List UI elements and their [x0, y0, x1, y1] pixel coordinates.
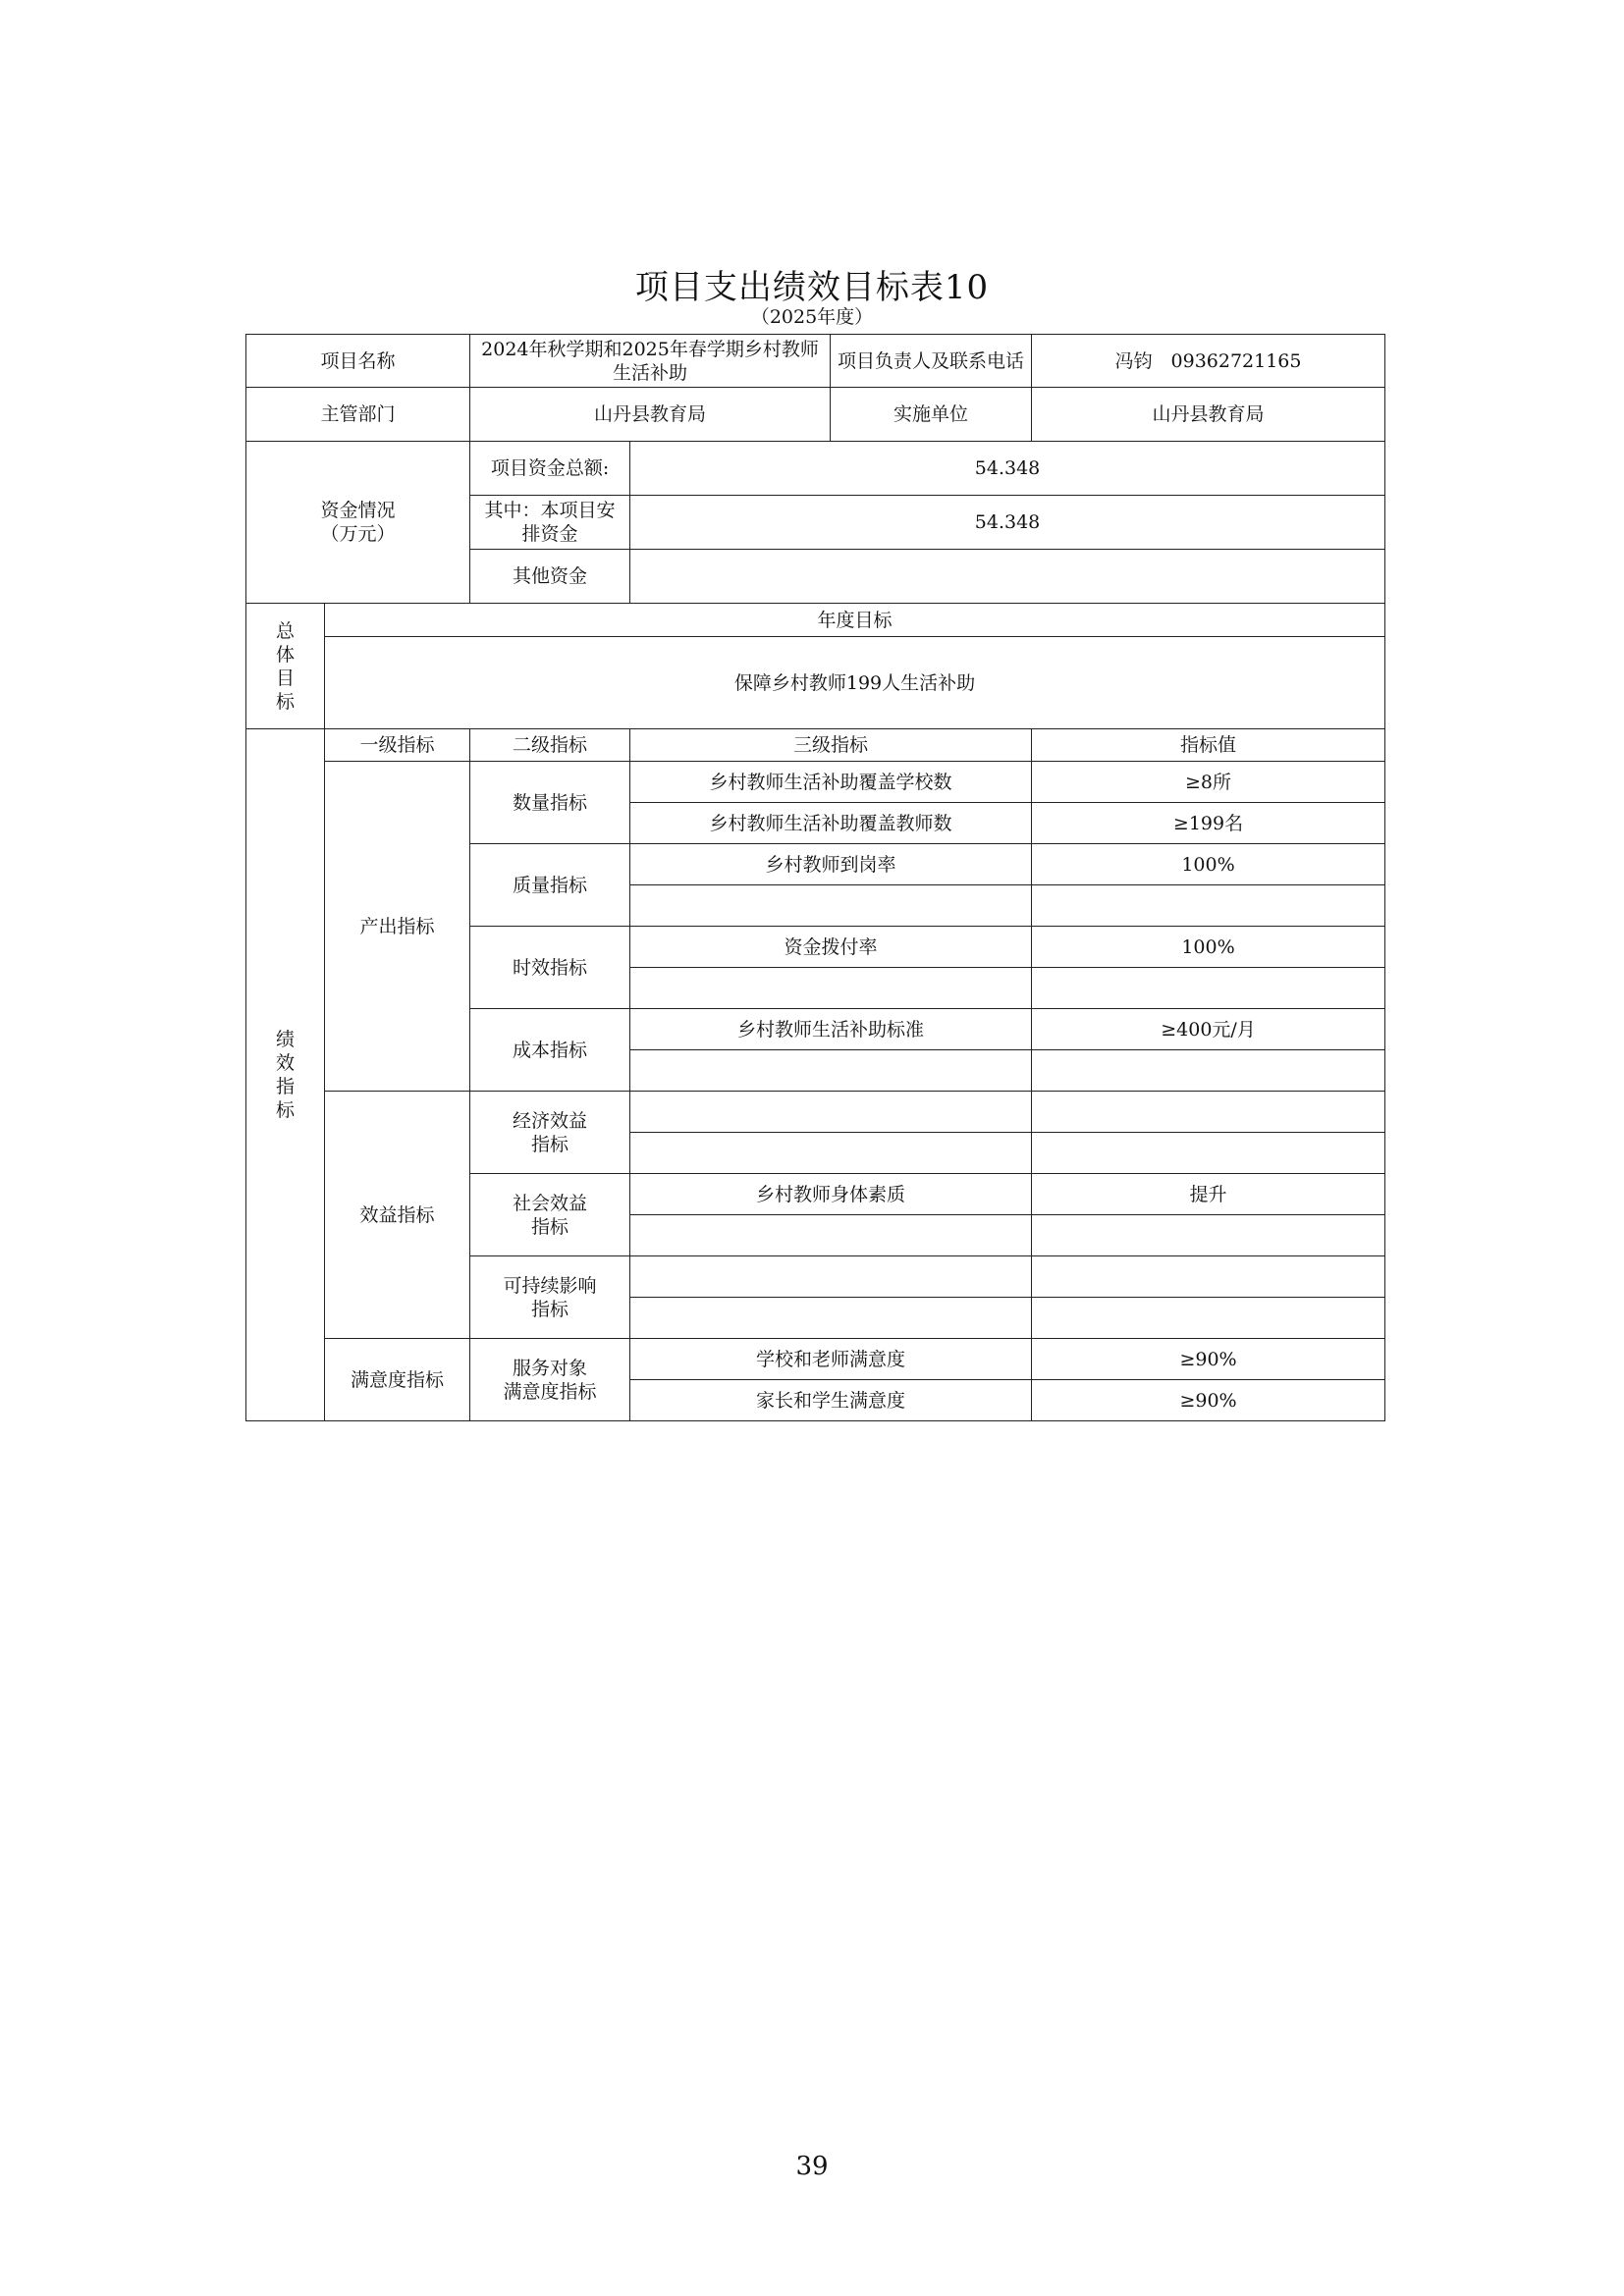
annual-target-text: 保障乡村教师199人生活补助	[325, 637, 1385, 729]
indicator-value: 100%	[1032, 927, 1385, 968]
indicator-value	[1032, 885, 1385, 927]
indicator-value: ≥90%	[1032, 1339, 1385, 1380]
indicator-name	[630, 1298, 1032, 1339]
indicator-name	[630, 1215, 1032, 1256]
indicator-value	[1032, 968, 1385, 1009]
indicator-value	[1032, 1215, 1385, 1256]
indicator-name	[630, 1256, 1032, 1298]
table-row	[246, 1092, 1385, 1133]
indicator-value: 提升	[1032, 1174, 1385, 1215]
indicator-name: 乡村教师身体素质	[630, 1174, 1032, 1215]
funds-other-label: 其他资金	[470, 550, 630, 604]
project-name-value: 2024年秋学期和2025年春学期乡村教师生活补助	[470, 335, 831, 388]
overall-header-row	[246, 604, 1385, 637]
overall-target-label: 总体目标	[246, 604, 325, 729]
satisfaction-indicator-label: 满意度指标	[325, 1339, 470, 1421]
performance-label: 绩效指标	[246, 729, 325, 1421]
indicator-value	[1032, 1133, 1385, 1174]
annual-target-header: 年度目标	[325, 604, 1385, 637]
funds-total-row	[246, 442, 1385, 496]
table-row	[246, 762, 1385, 803]
funds-total-value: 54.348	[630, 442, 1385, 496]
project-name-row	[246, 335, 1385, 388]
funds-arranged-label: 其中：本项目安排资金	[470, 496, 630, 550]
quality-indicator-label: 质量指标	[470, 844, 630, 927]
economic-indicator-label: 经济效益 指标	[470, 1092, 630, 1174]
header-level1: 一级指标	[325, 729, 470, 762]
contact-label: 项目负责人及联系电话	[831, 335, 1032, 388]
table-row	[246, 1339, 1385, 1380]
unit-value: 山丹县教育局	[1032, 388, 1385, 442]
indicator-value: ≥400元/月	[1032, 1009, 1385, 1050]
indicator-value: ≥8所	[1032, 762, 1385, 803]
indicator-name: 乡村教师生活补助覆盖学校数	[630, 762, 1032, 803]
indicator-name	[630, 1092, 1032, 1133]
indicator-name: 学校和老师满意度	[630, 1339, 1032, 1380]
service-satisfaction-label: 服务对象 满意度指标	[470, 1339, 630, 1421]
unit-label: 实施单位	[831, 388, 1032, 442]
sustainable-indicator-label: 可持续影响 指标	[470, 1256, 630, 1339]
indicator-name	[630, 885, 1032, 927]
contact-value: 冯钧 09362721165	[1032, 335, 1385, 388]
indicator-value: 100%	[1032, 844, 1385, 885]
social-indicator-label: 社会效益 指标	[470, 1174, 630, 1256]
indicator-name: 家长和学生满意度	[630, 1380, 1032, 1421]
quantity-indicator-label: 数量指标	[470, 762, 630, 844]
indicator-name: 乡村教师生活补助标准	[630, 1009, 1032, 1050]
funds-arranged-value: 54.348	[630, 496, 1385, 550]
cost-indicator-label: 成本指标	[470, 1009, 630, 1092]
indicator-name: 乡村教师到岗率	[630, 844, 1032, 885]
indicator-name	[630, 968, 1032, 1009]
indicator-value	[1032, 1298, 1385, 1339]
indicator-name: 资金拨付率	[630, 927, 1032, 968]
header-level2: 二级指标	[470, 729, 630, 762]
funds-total-label: 项目资金总额:	[470, 442, 630, 496]
output-indicator-label: 产出指标	[325, 762, 470, 1092]
performance-target-table	[245, 334, 1385, 1421]
indicator-name	[630, 1133, 1032, 1174]
dept-label: 主管部门	[246, 388, 470, 442]
indicator-name	[630, 1050, 1032, 1092]
benefit-indicator-label: 效益指标	[325, 1092, 470, 1339]
overall-content-row	[246, 637, 1385, 729]
page-number: 39	[795, 2152, 829, 2181]
funds-label: 资金情况 （万元）	[246, 442, 470, 604]
indicator-value: ≥199名	[1032, 803, 1385, 844]
indicator-value	[1032, 1256, 1385, 1298]
header-level3: 三级指标	[630, 729, 1032, 762]
timeliness-indicator-label: 时效指标	[470, 927, 630, 1009]
dept-value: 山丹县教育局	[470, 388, 831, 442]
project-name-label: 项目名称	[246, 335, 470, 388]
header-value: 指标值	[1032, 729, 1385, 762]
perf-header-row	[246, 729, 1385, 762]
page-title: 项目支出绩效目标表10	[634, 268, 990, 307]
indicator-value	[1032, 1050, 1385, 1092]
page-subtitle: （2025年度）	[750, 306, 874, 328]
indicator-value: ≥90%	[1032, 1380, 1385, 1421]
indicator-value	[1032, 1092, 1385, 1133]
dept-row	[246, 388, 1385, 442]
indicator-name: 乡村教师生活补助覆盖教师数	[630, 803, 1032, 844]
funds-other-value	[630, 550, 1385, 604]
